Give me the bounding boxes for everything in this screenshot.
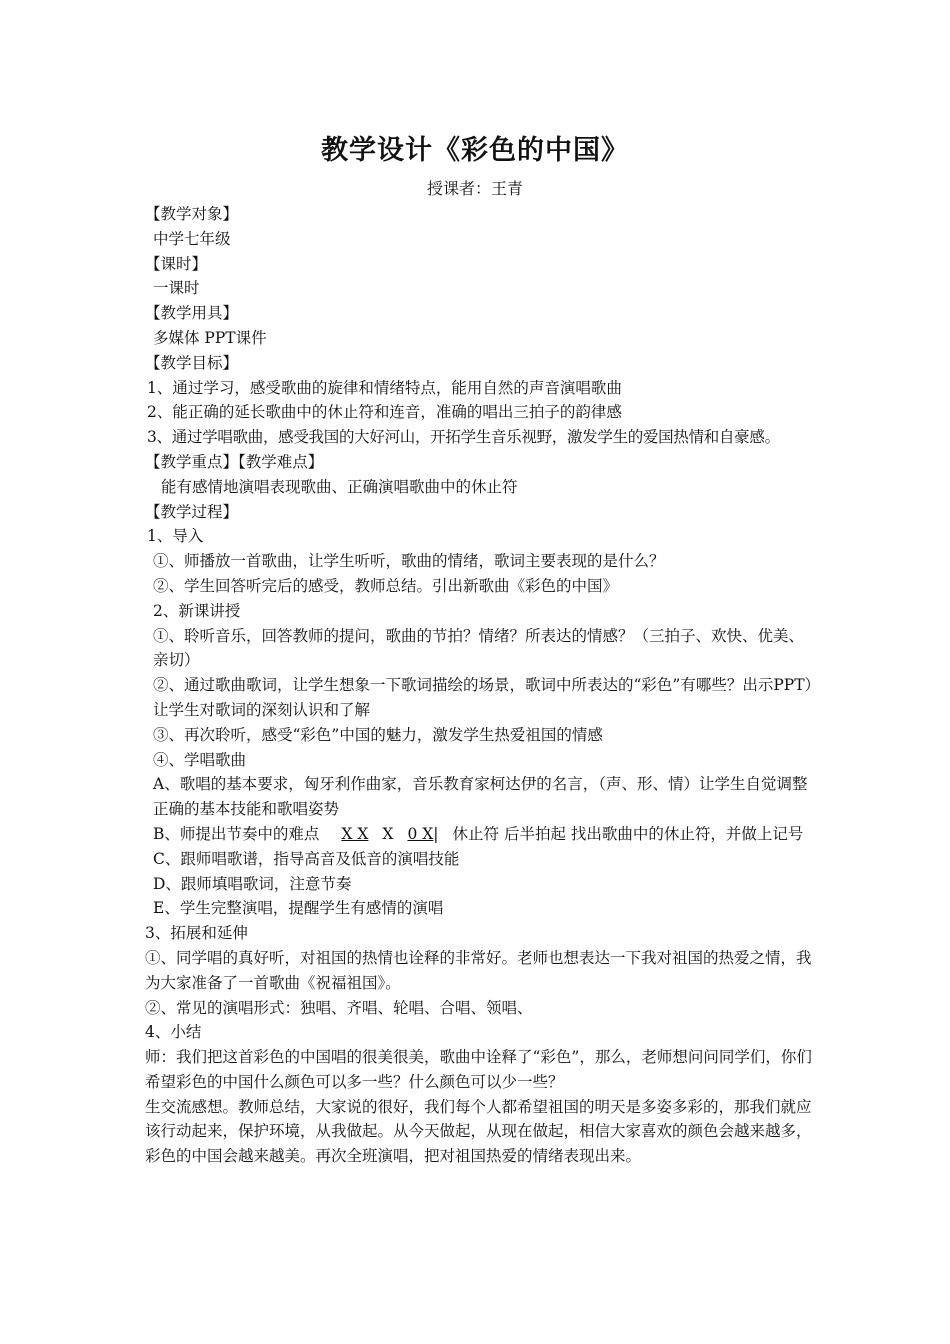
rhythm-intro: B、师提出节奏中的难点	[153, 824, 320, 843]
paragraph: ④、学唱歌曲	[153, 750, 247, 769]
paragraph: 1、通过学习，感受歌曲的旋律和情绪特点，能用自然的声音演唱歌曲	[147, 378, 622, 397]
paragraph: 3、通过学唱歌曲，感受我国的大好河山，开拓学生音乐视野，激发学生的爱国热情和自豪感。	[147, 428, 780, 447]
rhythm-notation: 0 X	[407, 824, 434, 843]
paragraph: ①、聆听音乐，回答教师的提问，歌曲的节拍？情绪？所表达的情感？（三拍子、欢快、优美、亲切）	[153, 626, 805, 670]
paragraph: 2、新课讲授	[153, 601, 241, 620]
paragraph: 生交流感想。教师总结，大家说的很好，我们每个人都希望祖国的明天是多姿多彩的，那我们就应该行动起来，保护环境，从我做起。从今天做起，从现在做起，相信大家喜欢的颜色会越来越多，彩色的中国会越来越美。再次全班演唱，把对祖国热爱的情绪表现出来。	[145, 1097, 812, 1166]
section-heading: 【教学用具】	[145, 304, 239, 323]
author-line: 授课者：王青	[426, 179, 523, 198]
paragraph: 师：我们把这首彩色的中国唱的很美很美，歌曲中诠释了“彩色”，那么，老师想问问同学们，你们希望彩色的中国什么颜色可以多一些？什么颜色可以少一些？	[145, 1048, 812, 1091]
paragraph: 能有感情地演唱表现歌曲、正确演唱歌曲中的休止符	[161, 477, 518, 496]
rhythm-notation: X X	[341, 824, 369, 843]
paragraph: 中学七年级	[153, 229, 231, 248]
paragraph: 2、能正确的延长歌曲中的休止符和连音，准确的唱出三拍子的韵律感	[147, 403, 622, 422]
section-heading: 【教学目标】	[145, 353, 239, 372]
document-body	[145, 202, 813, 1169]
paragraph: 1、导入	[147, 527, 204, 546]
paragraph: ①、同学唱的真好听，对祖国的热情也诠释的非常好。老师也想表达一下我对祖国的热爱之情，我为大家准备了一首歌曲《祝福祖国》。	[145, 948, 812, 992]
paragraph: ②、常见的演唱形式：独唱、齐唱、轮唱、合唱、领唱、	[145, 998, 533, 1017]
paragraph: 一课时	[153, 279, 200, 298]
rhythm-paragraph	[145, 822, 813, 847]
paragraph: D、跟师填唱歌词，注意节奏	[153, 874, 352, 893]
paragraph: ①、师播放一首歌曲，让学生听听，歌曲的情绪，歌词主要表现的是什么？	[153, 552, 665, 571]
bar-line: |	[433, 824, 439, 843]
document-title: 教学设计《彩色的中国》	[321, 135, 629, 166]
rhythm-explanation: 休止符 后半拍起 找出歌曲中的休止符，并做上记号	[452, 824, 804, 843]
section-heading: 【教学重点】【教学难点】	[145, 452, 324, 471]
paragraph: A、歌唱的基本要求，匈牙利作曲家，音乐教育家柯达伊的名言，（声、形、情）让学生自觉调整正确的基本技能和歌唱姿势	[153, 775, 808, 819]
paragraph: ③、再次聆听，感受“彩色”中国的魅力，激发学生热爱祖国的情感	[153, 725, 603, 744]
paragraph: E、学生完整演唱，提醒学生有感情的演唱	[153, 899, 444, 918]
paragraph: 多媒体 PPT课件	[153, 328, 267, 347]
paragraph: C、跟师唱歌谱，指导高音及低音的演唱技能	[153, 849, 460, 868]
paragraph: 4、小结	[145, 1023, 202, 1042]
paragraph: 3、拓展和延伸	[145, 924, 248, 943]
paragraph: ②、通过歌曲歌词，让学生想象一下歌词描绘的场景，歌词中所表达的“彩色”有哪些？出示PPT）让学生对歌词的深刻认识和了解	[153, 676, 813, 719]
paragraph: ②、学生回答听完后的感受，教师总结。引出新歌曲《彩色的中国》	[153, 576, 619, 595]
section-heading: 【教学过程】	[145, 502, 239, 521]
section-heading: 【课时】	[145, 254, 208, 273]
rhythm-notation: X	[382, 824, 394, 843]
section-heading: 【教学对象】	[145, 205, 239, 223]
